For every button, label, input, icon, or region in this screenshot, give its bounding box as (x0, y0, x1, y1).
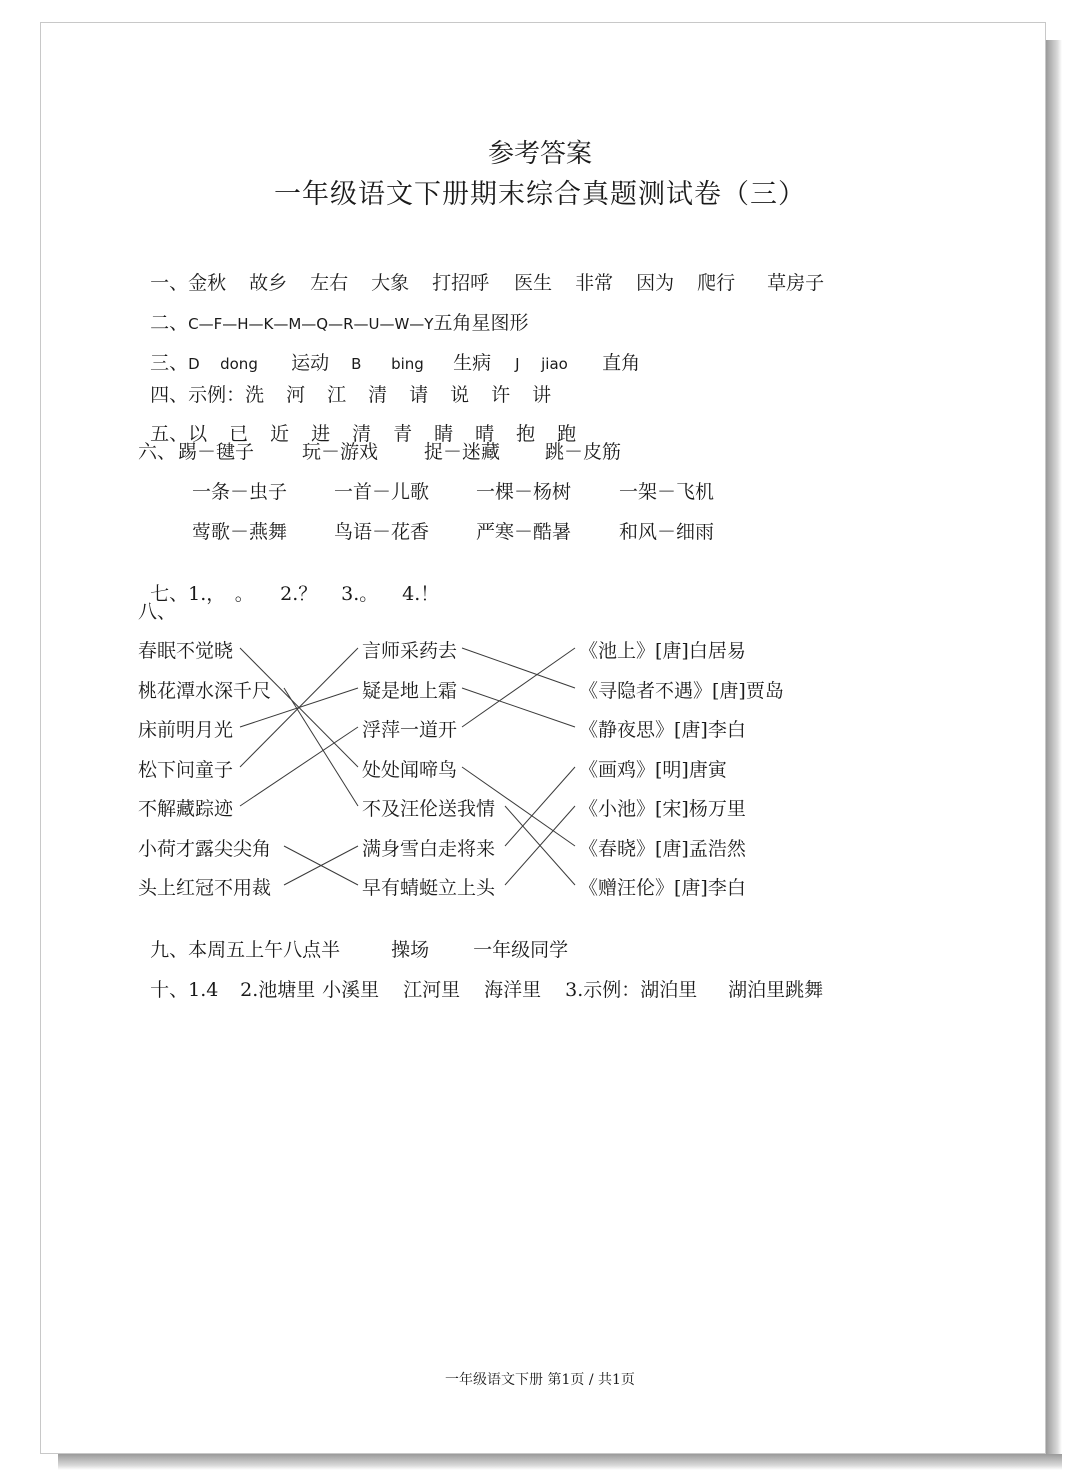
q9-item: 本周五上午八点半 (188, 939, 341, 961)
q5-item: 清 (352, 423, 372, 445)
q9-item: 一年级同学 (473, 939, 569, 961)
q10-item: 1.4 (188, 979, 219, 1001)
q10-item: 湖泊里跳舞 (728, 979, 824, 1001)
q4-item: 讲 (532, 384, 552, 406)
q8-mid-line: 满身雪白走将来 (362, 838, 496, 860)
q4-item: 河 (286, 384, 306, 406)
q6-pair: 捉－迷藏 (424, 441, 501, 463)
link-line (462, 688, 575, 727)
page-footer: 一年级语文下册 第1页 / 共1页 (445, 1372, 635, 1388)
q8-poem-title: 《春晓》[唐]孟浩然 (579, 838, 746, 860)
q7-item: 3.。 (341, 583, 379, 605)
q5-item: 跑 (557, 423, 577, 445)
q8-mid-line: 浮萍一道开 (362, 719, 458, 741)
q1-item: 草房子 (767, 272, 825, 294)
link-line (240, 727, 358, 806)
q10-item: 小溪里 (322, 979, 380, 1001)
q3-pinyin: jiao (541, 355, 568, 373)
q6-pair: 莺歌－燕舞 (192, 521, 288, 543)
q8-left-line: 桃花潭水深千尺 (138, 680, 272, 702)
q3-number: 三、 (150, 352, 189, 374)
q5-item: 已 (229, 423, 249, 445)
q1-item: 打招呼 (432, 272, 490, 294)
q5-item: 青 (393, 423, 413, 445)
answer-q10 (138, 953, 823, 1002)
q8-left-line: 小荷才露尖尖角 (138, 838, 272, 860)
q8-poem-title: 《池上》[唐]白居易 (579, 640, 746, 662)
q10-item: 3.示例：湖泊里 (565, 979, 698, 1001)
q8-number: 八、 (138, 601, 177, 623)
q3-letter: D (188, 355, 200, 373)
q1-item: 故乡 (249, 272, 288, 294)
q6-pair: 踢－毽子 (178, 441, 255, 463)
q8-mid-line: 言师采药去 (362, 640, 458, 662)
q8-poem-title: 《寻隐者不遇》[唐]贾岛 (579, 680, 784, 702)
q8-left-line: 不解藏踪迹 (138, 798, 234, 820)
q8-mid-line: 不及汪伦送我情 (362, 798, 496, 820)
q3-word: 直角 (602, 352, 641, 374)
q5-item: 抱 (516, 423, 536, 445)
q5-item: 晴 (475, 423, 495, 445)
q1-item: 因为 (636, 272, 675, 294)
q2-answer: 五角星图形 (433, 312, 529, 334)
q4-item: 许 (491, 384, 511, 406)
q8-left-line: 春眠不觉晓 (138, 640, 234, 662)
q8-poem-title: 《赠汪伦》[唐]李白 (579, 877, 746, 899)
q6-pair: 玩－游戏 (302, 441, 379, 463)
q4-prefix: 示例： (188, 384, 246, 406)
q2-number: 二、 (150, 312, 189, 334)
q8-mid-line: 早有蜻蜓立上头 (362, 877, 496, 899)
link-line (462, 767, 575, 846)
q3-pinyin: bing (391, 355, 424, 373)
link-line (284, 688, 358, 806)
q6-pair: 一架－飞机 (619, 481, 715, 503)
q10-item: 海洋里 (484, 979, 542, 1001)
q9-number: 九、 (150, 939, 189, 961)
q5-item: 近 (270, 423, 290, 445)
q10-item: 江河里 (403, 979, 461, 1001)
q3-letter: J (515, 355, 520, 373)
q4-item: 江 (327, 384, 347, 406)
q6-pair: 鸟语－花香 (334, 521, 430, 543)
q6-number: 六、 (138, 441, 177, 463)
q7-item: 4.！ (402, 583, 440, 605)
page-subtitle: 一年级语文下册期末综合真题测试卷（三） (274, 179, 806, 210)
q4-item: 清 (368, 384, 388, 406)
q1-item: 左右 (310, 272, 349, 294)
q1-item: 金秋 (188, 272, 227, 294)
q3-word: 运动 (291, 352, 330, 374)
q6-pair: 跳－皮筋 (545, 441, 622, 463)
q3-pinyin: dong (220, 355, 258, 373)
q1-number: 一、 (150, 272, 189, 294)
q8-mid-line: 疑是地上霜 (362, 680, 458, 702)
q6-pair: 一首－儿歌 (334, 481, 430, 503)
q8-mid-line: 处处闻啼鸟 (362, 759, 458, 781)
q6-pair: 和风－细雨 (619, 521, 715, 543)
q6-pair: 一棵－杨树 (476, 481, 572, 503)
q7-item: 1.， 。 (188, 583, 254, 605)
q1-item: 医生 (514, 272, 553, 294)
q4-item: 说 (450, 384, 470, 406)
q4-item: 洗 (245, 384, 265, 406)
q1-item: 爬行 (697, 272, 736, 294)
q3-word: 生病 (453, 352, 492, 374)
q2-letter-sequence: C—F—H—K—M—Q—R—U—W—Y (188, 315, 434, 333)
q8-poem-title: 《静夜思》[唐]李白 (579, 719, 746, 741)
link-line (462, 648, 575, 688)
q8-left-line: 松下问童子 (138, 759, 234, 781)
q10-number: 十、 (150, 979, 189, 1001)
q8-poem-title: 《小池》[宋]杨万里 (579, 798, 746, 820)
q7-number: 七、 (150, 583, 189, 605)
q4-item: 请 (409, 384, 429, 406)
page-title: 参考答案 (487, 139, 592, 169)
q8-left-line: 床前明月光 (138, 719, 234, 741)
q6-pair: 严寒－酷暑 (476, 521, 572, 543)
q5-number: 五、 (150, 423, 189, 445)
q5-item: 进 (311, 423, 331, 445)
q8-left-line: 头上红冠不用裁 (138, 877, 272, 899)
q1-item: 非常 (575, 272, 614, 294)
q7-item: 2.？ (280, 583, 318, 605)
q3-letter: B (351, 355, 362, 373)
link-line (505, 767, 575, 846)
q8-poem-title: 《画鸡》[明]唐寅 (579, 759, 727, 781)
q5-item: 睛 (434, 423, 454, 445)
q10-item: 2.池塘里 (240, 979, 316, 1001)
q1-item: 大象 (371, 272, 410, 294)
q5-item: 以 (188, 423, 208, 445)
q4-number: 四、 (150, 384, 189, 406)
q9-item: 操场 (391, 939, 430, 961)
link-line (462, 648, 575, 727)
q6-pair: 一条－虫子 (192, 481, 288, 503)
